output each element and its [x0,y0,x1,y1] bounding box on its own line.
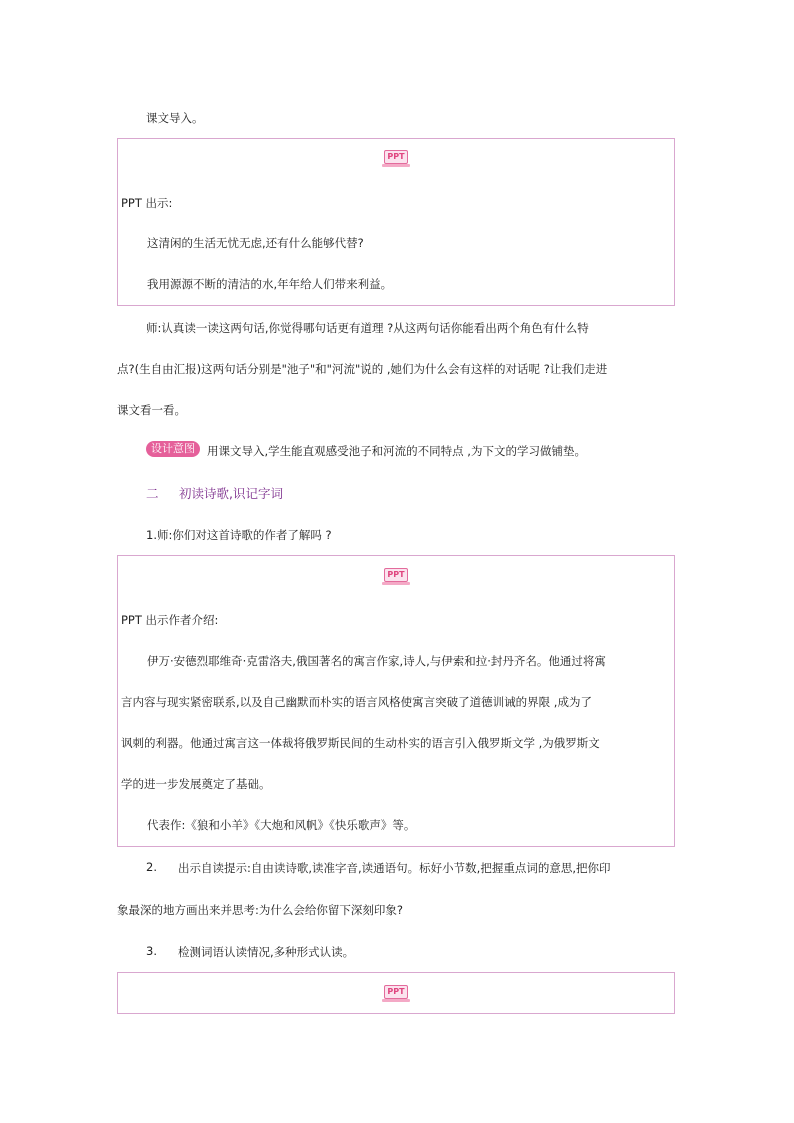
step-2-line: 象最深的地方画出来并思考:为什么会给你留下深刻印象? [117,903,403,917]
representative-works: 代表作:《狼和小羊》《大炮和风帆》《快乐歌声》等。 [147,818,416,832]
ppt-box-2-title: PPT 出示作者介绍: [121,613,219,627]
ppt-box-1-line: 这清闲的生活无忧无虑,还有什么能够代替? [147,236,364,250]
step-2-line: 出示自读提示:自由读诗歌,读准字音,读通语句。标好小节数,把握重点词的意思,把你印 [178,861,611,875]
step-3-number: 3. [146,944,157,958]
section-title: 初读诗歌,识记字词 [179,486,283,501]
teacher-paragraph-line: 课文看一看。 [117,403,186,417]
intro-text: 课文导入。 [146,111,204,125]
author-bio-line: 伊万·安德烈耶维奇·克雷洛夫,俄国著名的寓言作家,诗人,与伊索和拉·封丹齐名。他通过将寓 [147,654,606,668]
step-3-text: 检测词语认读情况,多种形式认读。 [178,945,355,959]
ppt-icon: PPT [384,150,408,169]
author-bio-line: 学的进一步发展奠定了基础。 [121,777,271,791]
section-number: 二 [146,486,159,501]
step-2-number: 2. [146,860,157,874]
ppt-box-1-title: PPT 出示: [121,196,173,210]
ppt-icon: PPT [384,985,408,1004]
step-1-text: 1.师:你们对这首诗歌的作者了解吗 ? [146,528,332,542]
teacher-paragraph-line: 师:认真读一读这两句话,你觉得哪句话更有道理 ?从这两句话你能看出两个角色有什么特 [146,321,589,335]
design-intent-badge: 设计意图 [146,441,200,457]
author-bio-line: 言内容与现实紧密联系,以及自己幽默而朴实的语言风格使寓言突破了道德训诫的界限 ,成为了 [121,695,592,709]
ppt-icon: PPT [384,568,408,587]
author-bio-line: 讽刺的利器。他通过寓言这一体裁将俄罗斯民间的生动朴实的语言引入俄罗斯文学 ,为俄罗斯文 [121,736,600,750]
teacher-paragraph-line: 点?(生自由汇报)这两句话分别是"池子"和"河流"说的 ,她们为什么会有这样的对话呢 ?让我们走进 [117,362,608,376]
design-intent-text: 用课文导入,学生能直观感受池子和河流的不同特点 ,为下文的学习做铺垫。 [207,444,586,458]
ppt-box-1-line: 我用源源不断的清洁的水,年年给人们带来利益。 [147,277,393,291]
